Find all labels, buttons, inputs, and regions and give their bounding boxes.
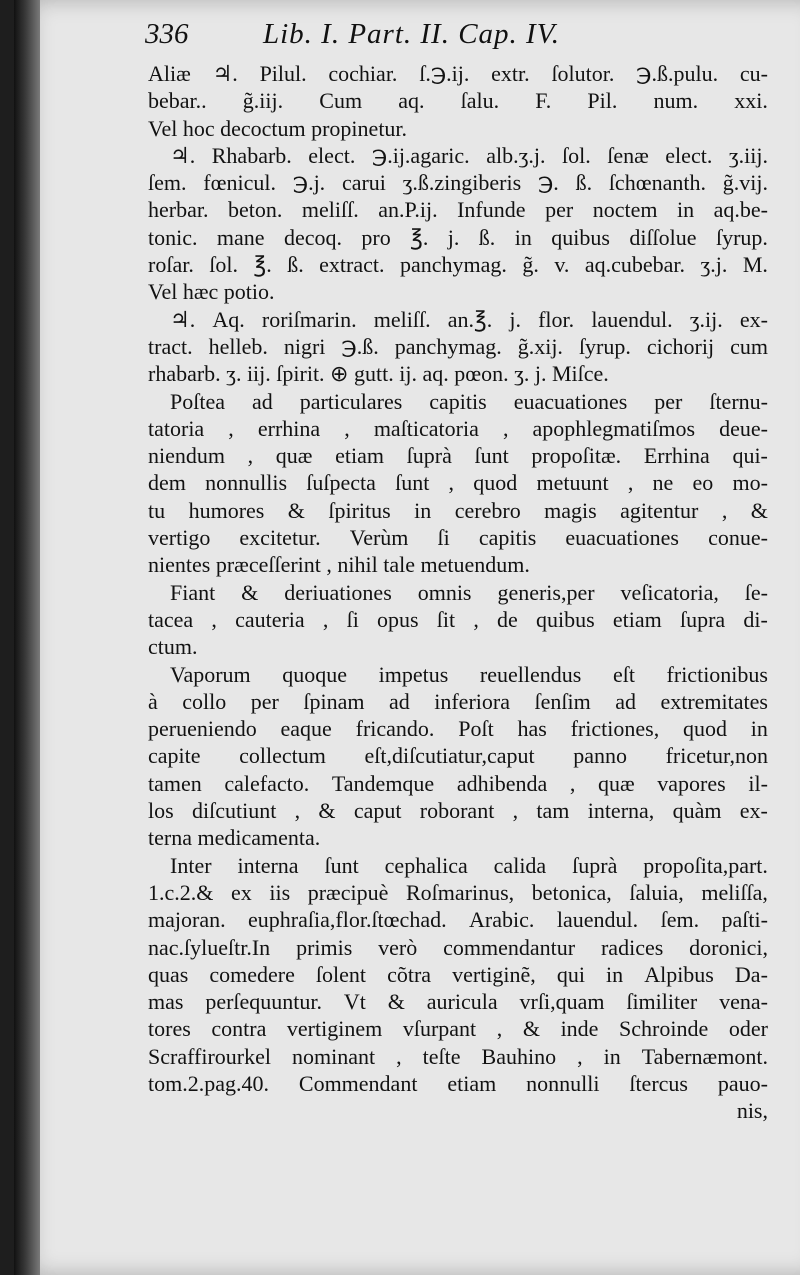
text-line: mas perſequuntur. Vt & auricula vrſi,quam ſimiliter vena-: [148, 989, 768, 1015]
text-line: Vel hæc potio.: [148, 279, 275, 305]
text-line: majoran. euphraſia,flor.ſtœchad. Arabic. lauendul. ſem. paſti-: [148, 907, 768, 933]
paragraph: [148, 306, 768, 388]
page-binding-shadow: [14, 0, 40, 1275]
text-line: nientes præceſſerint , nihil tale metuendum.: [148, 552, 530, 578]
running-header: [145, 18, 765, 58]
paragraph: [148, 142, 768, 306]
paragraph: [148, 852, 768, 1125]
text-line: tu humores & ſpiritus in cerebro magis agitentur , &: [148, 497, 768, 523]
page-number: 336: [145, 18, 189, 50]
text-line: dem nonnullis ſuſpecta ſunt , quod metuunt , ne eo mo-: [148, 470, 768, 496]
text-line: Vaporum quoque impetus reuellendus eſt frictionibus: [170, 661, 768, 687]
text-line: tonic. mane decoq. pro ℥. j. ß. in quibus diſſolue ſyrup.: [148, 224, 768, 250]
text-line: Inter interna ſunt cephalica calida ſuprà propoſita,part.: [170, 852, 768, 878]
text-line: Fiant & deriuationes omnis generis,per veſicatoria, ſe-: [170, 579, 768, 605]
text-line: tacea , cauteria , ſi opus ſit , de quibus etiam ſupra di-: [148, 606, 768, 632]
text-line: Scraffirourkel nominant , teſte Bauhino , in Tabernæmont.: [148, 1043, 768, 1069]
paragraph: [148, 661, 768, 852]
paragraph: [148, 388, 768, 579]
text-line: nis,: [736, 1098, 768, 1124]
text-line: bebar.. g̃.iij. Cum aq. ſalu. F. Pil. num. xxi.: [148, 88, 768, 114]
text-line: ctum.: [148, 634, 198, 660]
text-line: 1.c.2.& ex iis præcipuè Roſmarinus, betonica, ſaluia, meliſſa,: [148, 879, 768, 905]
text-line: ſem. fœnicul. ℈.j. carui ʒ.ß.zingiberis ℈. ß. ſchœnanth. g̃.vij.: [148, 170, 768, 196]
text-line: roſar. ſol. ℥. ß. extract. panchymag. g̃. v. aq.cubebar. ʒ.j. M.: [148, 252, 768, 278]
text-line: tract. helleb. nigri ℈.ß. panchymag. g̃.xij. ſyrup. cichorij cum: [148, 333, 768, 359]
text-line: terna medicamenta.: [148, 825, 321, 851]
page-body: [148, 60, 768, 1125]
text-line: los diſcutiunt , & caput roborant , tam interna, quàm ex-: [148, 798, 768, 824]
running-title: Lib. I. Part. II. Cap. IV.: [263, 18, 560, 50]
text-line: niendum , quæ etiam ſuprà ſunt propoſitæ. Errhina qui-: [148, 443, 768, 469]
text-line: ♃. Rhabarb. elect. ℈.ij.agaric. alb.ʒ.j. ſol. ſenæ elect. ʒ.iij.: [170, 142, 768, 168]
text-line: tom.2.pag.40. Commendant etiam nonnulli ſtercus pauo-: [148, 1070, 768, 1096]
text-line: tamen calefacto. Tandemque adhibenda , quæ vapores il-: [148, 770, 768, 796]
text-line: perueniendo eaque fricando. Poſt has frictiones, quod in: [148, 716, 768, 742]
paragraph: [148, 579, 768, 661]
text-line: capite collectum eſt,diſcutiatur,caput panno fricetur,non: [148, 743, 768, 769]
text-line: à collo per ſpinam ad inferiora ſenſim ad extremitates: [148, 688, 768, 714]
text-line: tatoria , errhina , maſticatoria , apophlegmatiſmos deue-: [148, 415, 768, 441]
text-line: ♃. Aq. roriſmarin. meliſſ. an.℥. j. flor. lauendul. ʒ.ij. ex-: [170, 306, 768, 332]
text-line: Vel hoc decoctum propinetur.: [148, 115, 408, 141]
text-line: herbar. beton. meliſſ. an.P.ij. Infunde per noctem in aq.be-: [148, 197, 768, 223]
text-line: tores contra vertiginem vſurpant , & inde Schroinde oder: [148, 1016, 768, 1042]
text-line: vertigo excitetur. Verùm ſi capitis euacuationes conue-: [148, 525, 768, 551]
text-line: rhabarb. ʒ. iij. ſpirit. ⊕ gutt. ij. aq. pœon. ʒ. j. Miſce.: [148, 361, 609, 387]
text-line: Aliæ ♃. Pilul. cochiar. ſ.℈.ij. extr. ſolutor. ℈.ß.pulu. cu-: [148, 61, 768, 86]
paragraph: [148, 60, 768, 142]
text-line: quas comedere ſolent cõtra vertiginẽ, qui in Alpibus Da-: [148, 961, 768, 987]
text-line: Poſtea ad particulares capitis euacuationes per ſternu-: [170, 388, 768, 414]
text-line: nac.ſylueſtr.In primis verò commendantur radices doronici,: [148, 934, 768, 960]
